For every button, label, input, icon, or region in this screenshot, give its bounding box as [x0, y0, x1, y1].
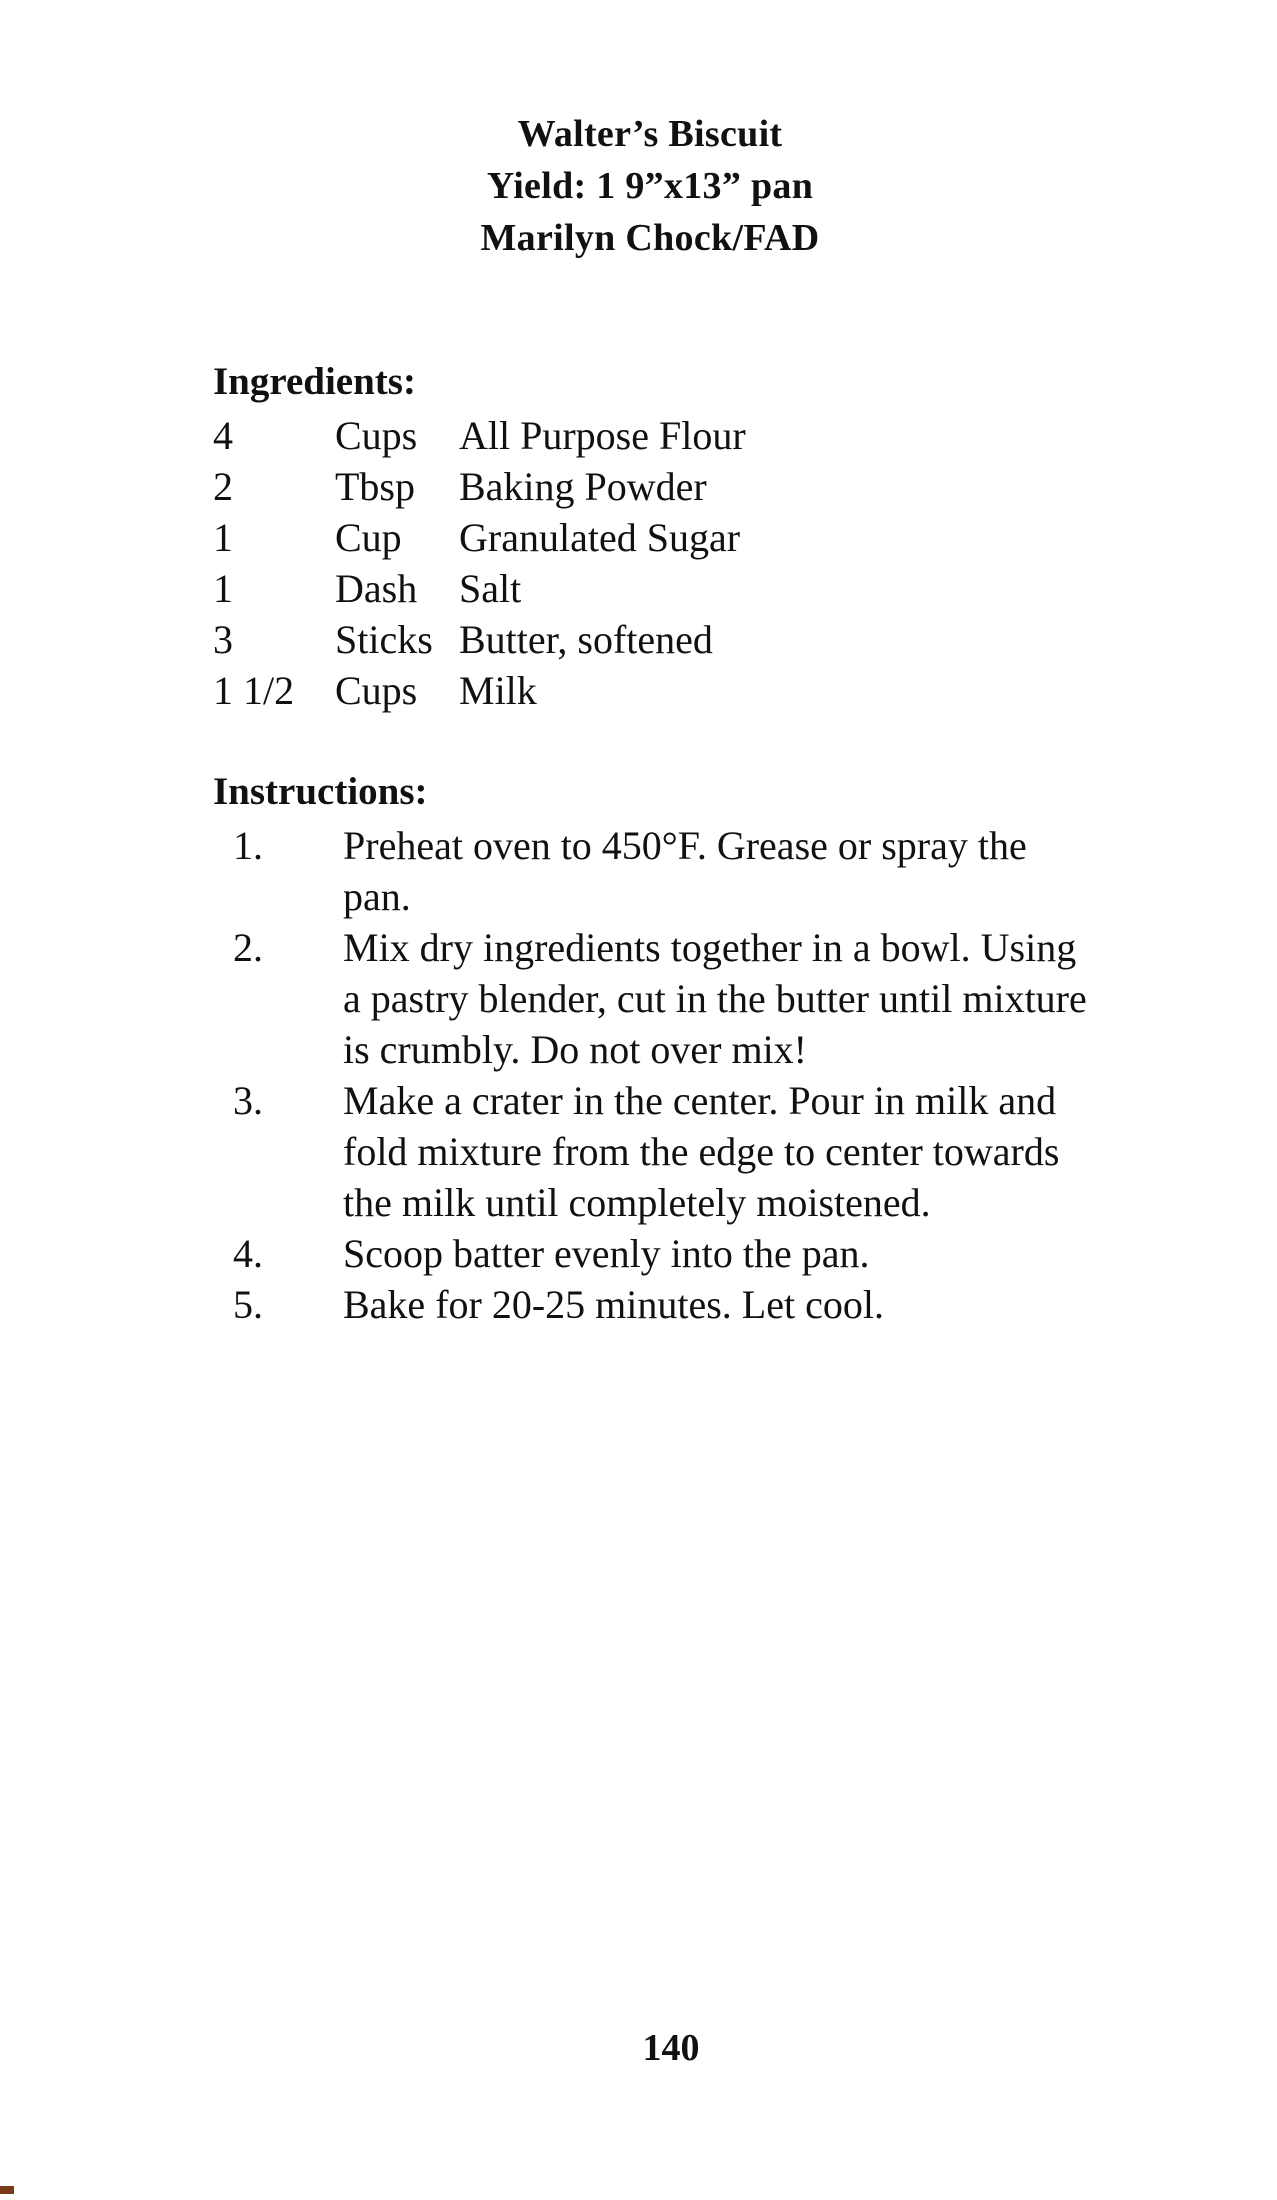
ingredient-row — [213, 614, 913, 665]
step-number: 5. — [233, 1282, 263, 1327]
step-number: 4. — [233, 1231, 263, 1276]
page-number: 140 — [642, 2027, 700, 2069]
step-text: Scoop batter evenly into the pan. — [343, 1231, 870, 1276]
page-edge-mark — [0, 2186, 14, 2194]
step-number: 2. — [233, 925, 263, 970]
ingredient-quantity: 1 1/2 — [213, 668, 295, 713]
ingredient-name: Baking Powder — [459, 464, 707, 509]
instruction-step — [213, 820, 1113, 922]
instruction-step — [213, 1279, 1113, 1330]
instruction-step — [213, 1228, 1113, 1279]
ingredient-unit: Cups — [335, 413, 418, 458]
ingredient-quantity: 4 — [213, 413, 233, 458]
step-number: 3. — [233, 1078, 263, 1123]
step-number: 1. — [233, 823, 263, 868]
ingredient-name: Granulated Sugar — [459, 515, 741, 560]
ingredient-name: All Purpose Flour — [459, 413, 746, 458]
step-text: Make a crater in the center. Pour in milk and fold mixture from the edge to center towards the milk until completely moistened. — [343, 1078, 1060, 1225]
ingredients-heading: Ingredients: — [213, 360, 416, 403]
instruction-step — [213, 1075, 1113, 1228]
ingredient-quantity: 1 — [213, 566, 233, 611]
recipe-yield: Yield: 1 9”x13” pan — [486, 165, 814, 207]
instructions-list — [213, 820, 1113, 1330]
ingredient-unit: Tbsp — [335, 464, 415, 509]
ingredient-row — [213, 563, 913, 614]
instruction-step — [213, 922, 1113, 1075]
ingredient-name: Butter, softened — [459, 617, 713, 662]
ingredient-name: Salt — [459, 566, 522, 611]
instructions-heading: Instructions: — [213, 770, 428, 813]
ingredient-unit: Sticks — [335, 617, 433, 662]
ingredient-unit: Cup — [335, 515, 402, 560]
ingredient-unit: Dash — [335, 566, 418, 611]
ingredients-list — [213, 410, 913, 716]
step-text: Bake for 20-25 minutes. Let cool. — [343, 1282, 884, 1327]
ingredient-quantity: 3 — [213, 617, 233, 662]
ingredient-unit: Cups — [335, 668, 418, 713]
ingredient-quantity: 1 — [213, 515, 233, 560]
recipe-title: Walter’s Biscuit — [517, 113, 783, 155]
ingredient-row — [213, 461, 913, 512]
step-text: Preheat oven to 450°F. Grease or spray the pan. — [343, 823, 1027, 919]
recipe-header — [0, 108, 1277, 264]
ingredient-row — [213, 665, 913, 716]
step-text: Mix dry ingredients together in a bowl. Using a pastry blender, cut in the butter until mixture is crumbly. Do not over mix! — [343, 925, 1087, 1072]
ingredient-name: Milk — [459, 668, 537, 713]
ingredient-row — [213, 512, 913, 563]
ingredient-quantity: 2 — [213, 464, 233, 509]
ingredient-row — [213, 410, 913, 461]
recipe-author: Marilyn Chock/FAD — [480, 217, 820, 259]
